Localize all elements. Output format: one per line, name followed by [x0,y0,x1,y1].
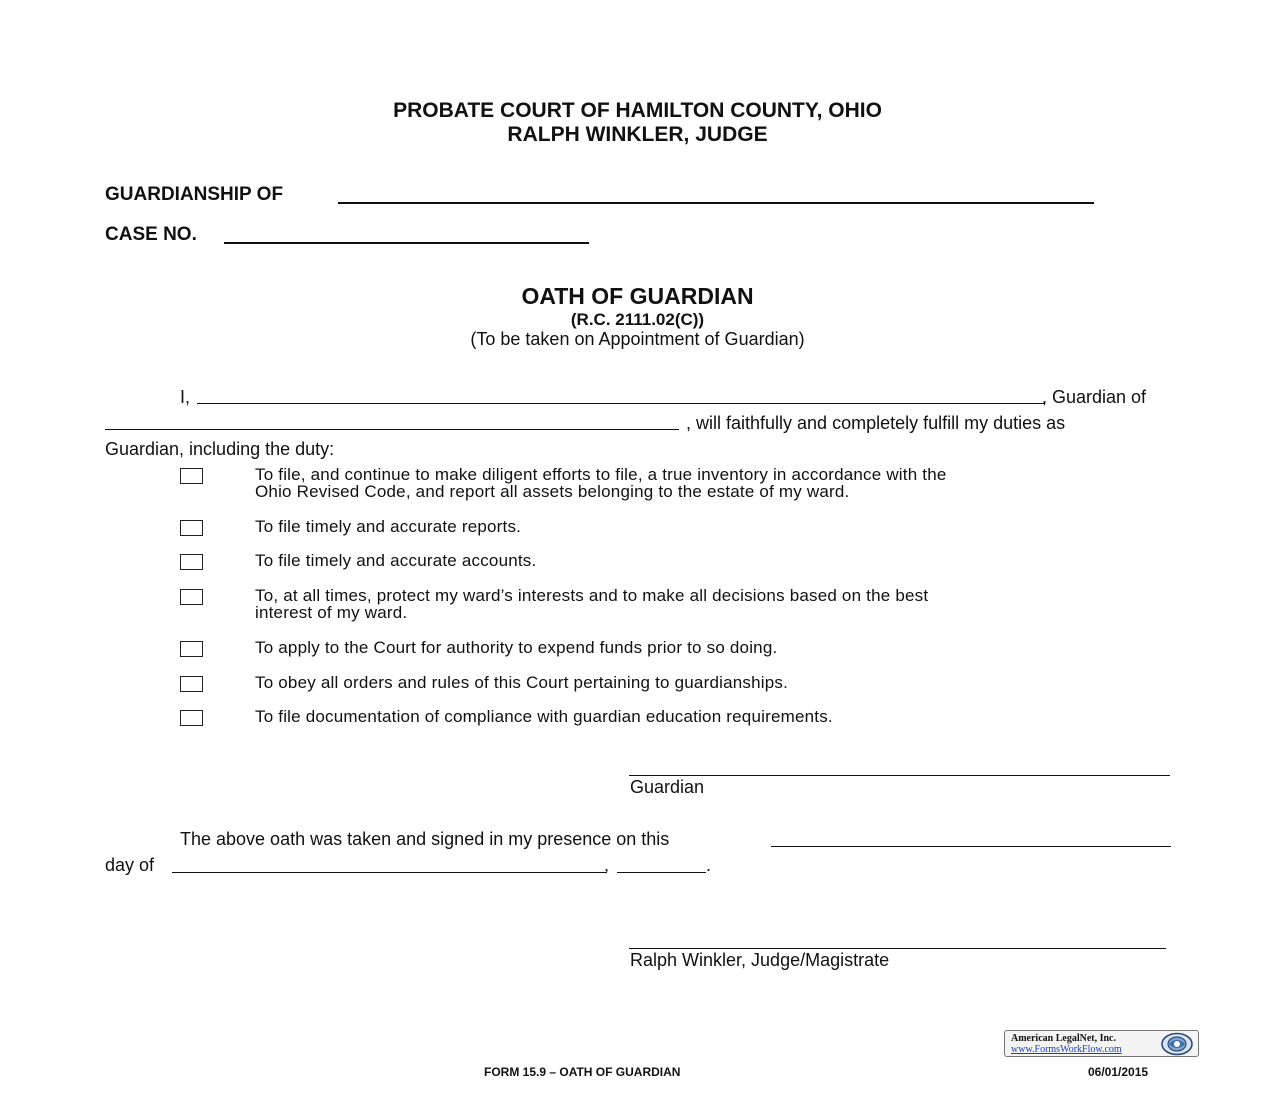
duty-line: Ohio Revised Code, and report all assets belonging to the estate of my ward. [255,482,850,501]
duty-line: To file documentation of compliance with guardian education requirements. [255,707,833,726]
duty-text-education [255,708,1155,725]
period: . [706,855,712,875]
form-date: 06/01/2015 [1088,1065,1149,1079]
comma-separator: , [604,855,610,875]
duty-text-funds [255,639,1155,656]
judge-name: RALPH WINKLER, JUDGE [507,123,768,146]
oath-line2: , will faithfully and completely fulfill my duties as [686,413,1066,433]
form-number: FORM 15.9 – OATH OF GUARDIAN [484,1065,681,1079]
judge-signature-field[interactable] [629,948,1166,949]
duty-line: To file timely and accurate reports. [255,517,522,536]
duty-text-inventory [255,466,1155,500]
duty-text-orders [255,674,1155,691]
duty-checkbox-education[interactable] [180,710,203,726]
american-legalnet-badge[interactable] [1004,1030,1199,1057]
court-name: PROBATE COURT OF HAMILTON COUNTY, OHIO [393,99,882,122]
presence-date-field[interactable] [771,846,1171,847]
case-no-field[interactable] [224,242,589,244]
duty-text-interests [255,587,1155,621]
duty-text-reports [255,518,1155,535]
guardian-name-field[interactable] [197,403,1045,404]
badge-url[interactable]: www.FormsWorkFlow.com [1011,1044,1122,1055]
duty-line: To file, and continue to make diligent efforts to file, a true inventory in accordance with the [255,465,947,484]
duty-checkbox-accounts[interactable] [180,554,203,570]
oath-line3: Guardian, including the duty: [105,439,335,459]
form-subtitle: (To be taken on Appointment of Guardian) [470,329,805,349]
year-field[interactable] [617,872,706,873]
presence-text: The above oath was taken and signed in my presence on this [180,829,670,849]
duty-line: To, at all times, protect my ward’s interests and to make all decisions based on the best [255,586,929,605]
day-of-label: day of [105,855,155,875]
judge-signature-label: Ralph Winkler, Judge/Magistrate [630,950,890,970]
case-no-label: CASE NO. [105,224,197,245]
guardian-signature-field[interactable] [629,775,1170,776]
form-title: OATH OF GUARDIAN [521,283,754,309]
duty-checkbox-funds[interactable] [180,641,203,657]
duty-line: To file timely and accurate accounts. [255,551,537,570]
guardian-signature-label: Guardian [630,777,705,797]
duty-line: interest of my ward. [255,603,408,622]
statute-reference: (R.C. 2111.02(C)) [570,310,705,329]
month-field[interactable] [172,872,606,873]
duty-line: To obey all orders and rules of this Court pertaining to guardianships. [255,673,788,692]
guardianship-of-label: GUARDIANSHIP OF [105,184,284,205]
oath-i-prefix: I, [180,387,191,407]
duty-checkbox-interests[interactable] [180,589,203,605]
duty-line: To apply to the Court for authority to expend funds prior to so doing. [255,638,778,657]
oath-guardian-of: , Guardian of [1042,387,1147,407]
duty-checkbox-orders[interactable] [180,676,203,692]
duty-checkbox-inventory[interactable] [180,468,203,484]
badge-company: American LegalNet, Inc. [1011,1033,1116,1044]
globe-logo-icon [1159,1032,1195,1056]
guardianship-of-field[interactable] [338,202,1094,204]
duty-text-accounts [255,552,1155,569]
duty-checkbox-reports[interactable] [180,520,203,536]
ward-name-field[interactable] [105,429,679,430]
